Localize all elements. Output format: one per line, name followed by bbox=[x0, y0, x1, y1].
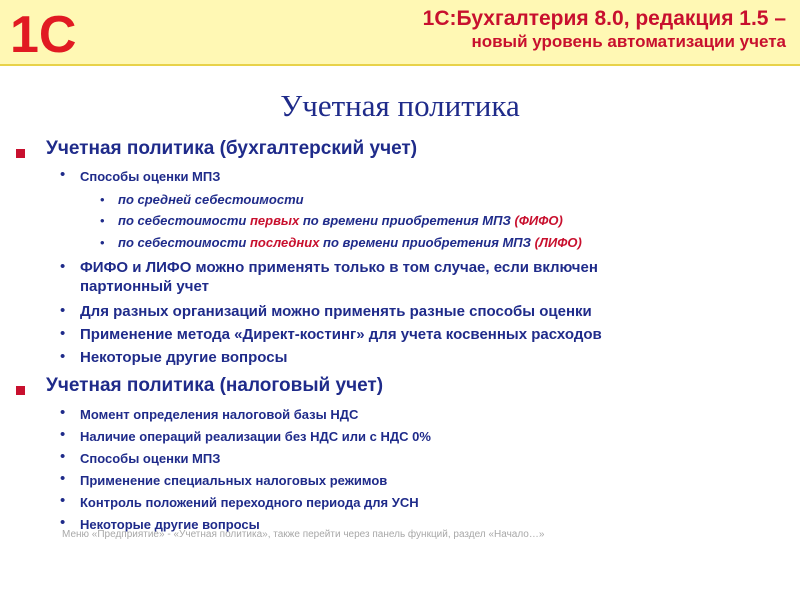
bullet-dot-icon: • bbox=[60, 325, 66, 342]
list-item: Способы оценки МПЗ bbox=[80, 451, 221, 466]
list-subitem: по себестоимости последних по времени приобретения МПЗ (ЛИФО) bbox=[118, 235, 582, 250]
bullet-square-icon bbox=[16, 386, 25, 395]
list-item: Момент определения налоговой базы НДС bbox=[80, 407, 359, 422]
list-item: Контроль положений переходного периода для УСН bbox=[80, 495, 419, 510]
header-title bbox=[423, 6, 786, 52]
bullet-dot-icon: • bbox=[60, 166, 66, 183]
list-item: Некоторые другие вопросы bbox=[80, 517, 260, 532]
bullet-dot-icon: • bbox=[100, 192, 105, 207]
section-heading-tax: Учетная политика (налоговый учет) bbox=[46, 375, 384, 396]
bullet-dot-icon: • bbox=[60, 514, 66, 531]
bullet-dot-icon: • bbox=[60, 258, 66, 275]
bullet-dot-icon: • bbox=[60, 302, 66, 319]
logo-text: 1С bbox=[10, 6, 77, 60]
list-item: Некоторые другие вопросы bbox=[80, 349, 288, 366]
bullet-dot-icon: • bbox=[100, 213, 105, 228]
list-subitem: по себестоимости первых по времени приобретения МПЗ (ФИФО) bbox=[118, 213, 563, 228]
list-item: ФИФО и ЛИФО можно применять только в том случае, если включен партионный учет bbox=[80, 259, 598, 295]
list-item: Наличие операций реализации без НДС или с НДС 0% bbox=[80, 429, 431, 444]
bullet-dot-icon: • bbox=[60, 448, 66, 465]
slide-title: Учетная политика bbox=[280, 88, 520, 123]
bullet-square-icon bbox=[16, 149, 25, 158]
footer-note: Меню «Предприятие» - «Учетная политика», также перейти через панель функций, раздел «Начало…» bbox=[62, 529, 545, 540]
bullet-dot-icon: • bbox=[60, 470, 66, 487]
header-divider bbox=[0, 64, 800, 66]
bullet-dot-icon: • bbox=[60, 492, 66, 509]
list-item: Для разных организаций можно применять разные способы оценки bbox=[80, 303, 592, 320]
header-title-line1: 1С:Бухгалтерия 8.0, редакция 1.5 – bbox=[422, 7, 786, 30]
bullet-dot-icon: • bbox=[100, 235, 105, 250]
1c-logo bbox=[8, 6, 112, 60]
list-item: Применение специальных налоговых режимов bbox=[80, 473, 388, 488]
bullet-dot-icon: • bbox=[60, 426, 66, 443]
list-item: Способы оценки МПЗ bbox=[80, 169, 221, 184]
section-heading-accounting: Учетная политика (бухгалтерский учет) bbox=[46, 138, 418, 159]
bullet-dot-icon: • bbox=[60, 348, 66, 365]
list-item: Применение метода «Директ-костинг» для учета косвенных расходов bbox=[80, 326, 602, 343]
bullet-dot-icon: • bbox=[60, 404, 66, 421]
list-subitem: по средней себестоимости bbox=[118, 192, 304, 207]
header-title-line2: новый уровень автоматизации учета bbox=[471, 32, 786, 51]
